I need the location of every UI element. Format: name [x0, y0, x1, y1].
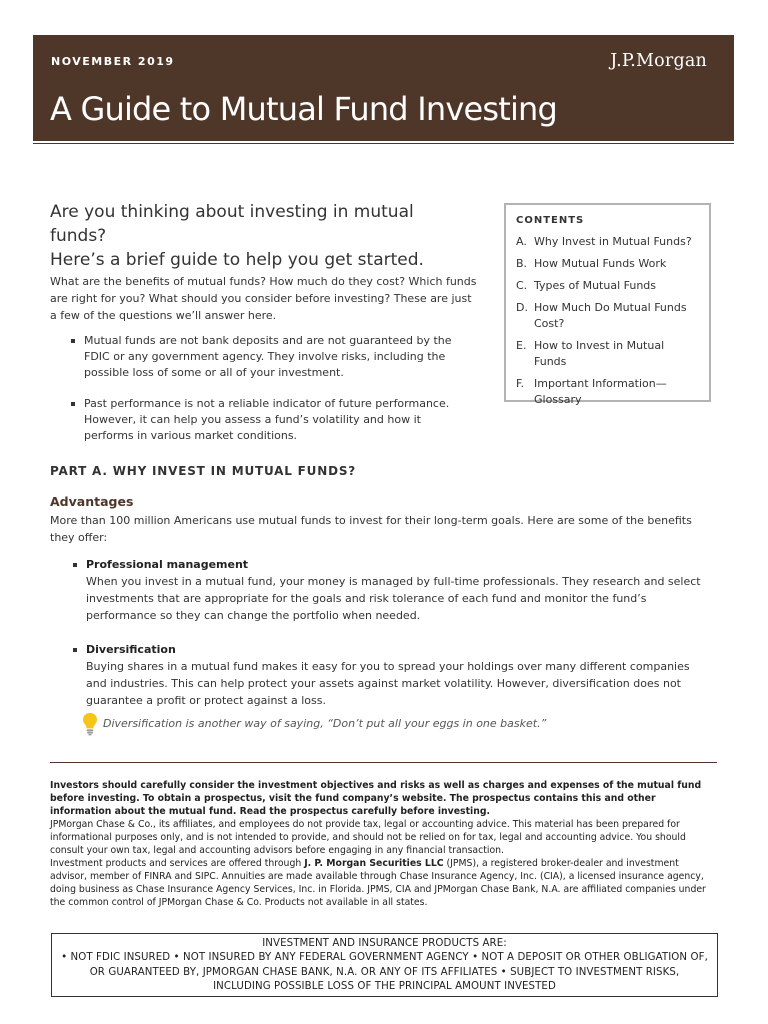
part-a-heading: PART A. WHY INVEST IN MUTUAL FUNDS? — [50, 464, 357, 478]
list-item — [52, 641, 712, 709]
contents-label: How Much Do Mutual Funds Cost? — [534, 301, 687, 330]
advantages-paragraph: More than 100 million Americans use mutual funds to invest for their long-term goals. Here are some of the benefits they offer: — [50, 514, 692, 544]
intro-bullet-list — [50, 333, 470, 459]
contents-label: Types of Mutual Funds — [534, 279, 657, 292]
page-title: A Guide to Mutual Fund Investing — [50, 90, 558, 128]
contents-list — [516, 234, 699, 408]
contents-letter: A. — [516, 235, 527, 248]
insurance-line-2: • NOT FDIC INSURED • NOT INSURED BY ANY FEDERAL GOVERNMENT AGENCY • NOT A DEPOSIT OR OTHER OBLIGATION OF, — [61, 952, 708, 964]
tip-text: Diversification is another way of saying, “Don’t put all your eggs in one basket.” — [103, 717, 547, 730]
list-item — [50, 333, 470, 381]
contents-letter: F. — [516, 377, 525, 390]
prospectus-note: Investors should carefully consider the investment objectives and risks as well as charges and expenses of the mutual fund before investing. To obtain a prospectus, visit the fund company’s website. The prospectus contains this and other information about the mutual fund. Read the prospectus carefully before investing. — [50, 780, 702, 817]
contents-item-d[interactable] — [516, 300, 699, 332]
contents-item-b[interactable] — [516, 256, 699, 272]
contents-item-a[interactable] — [516, 234, 699, 250]
contents-item-e[interactable] — [516, 338, 699, 370]
header-banner — [33, 35, 734, 141]
benefit-list — [52, 556, 712, 726]
jpmorgan-logo: J.P.Morgan — [610, 51, 707, 71]
header-divider — [33, 143, 734, 144]
contents-label: How to Invest in Mutual Funds — [534, 339, 665, 368]
contents-box — [504, 203, 711, 406]
products-disclaimer — [50, 857, 718, 909]
lightbulb-icon — [82, 712, 98, 736]
footer-divider — [50, 762, 717, 763]
tax-disclaimer: JPMorgan Chase & Co., its affiliates, and employees do not provide tax, legal or accounting advice. This material has been prepared for informational purposes only, and is not intended to provide, and should not be relied on for tax, legal and accounting advice. You should consult your own tax, legal and accounting advisors before engaging in any financial transaction. — [50, 819, 686, 856]
contents-title: CONTENTS — [516, 215, 585, 226]
list-item — [52, 556, 712, 624]
bullet-text: Mutual funds are not bank deposits and are not guaranteed by the FDIC or any government agency. They involve risks, including the possible loss of some or all of your investment. — [84, 334, 452, 379]
bullet-icon — [73, 563, 77, 567]
bullet-icon — [71, 339, 75, 343]
broker-name: J. P. Morgan Securities LLC — [304, 858, 444, 869]
list-item — [50, 396, 470, 444]
bullet-icon — [71, 402, 75, 406]
benefit-text: Buying shares in a mutual fund makes it easy for you to spread your holdings over many different companies and industries. This can help protect your assets against market volatility. However, diversification does not guarantee a profit or protect against a loss. — [86, 660, 690, 707]
contents-item-c[interactable] — [516, 278, 699, 294]
insurance-notice-box — [51, 933, 718, 997]
insurance-line-3: OR GUARANTEED BY, JPMORGAN CHASE BANK, N.A. OR ANY OF ITS AFFILIATES • SUBJECT TO INVESTMENT RISKS, — [89, 966, 680, 978]
contents-letter: C. — [516, 279, 528, 292]
products-text-start: Investment products and services are offered through — [50, 858, 305, 869]
contents-label: Important Information— Glossary — [534, 377, 667, 406]
insurance-line-1: INVESTMENT AND INSURANCE PRODUCTS ARE: — [262, 938, 507, 949]
contents-label: How Mutual Funds Work — [534, 257, 667, 270]
products-text-end: (JPMS), a registered broker-dealer and investment advisor, member of FINRA and SIPC. Annuities are made available through Chase Insurance Agency, Inc. (CIA), a licensed insurance agency, doing business as Chase Insurance Agency Services, Inc. in Florida. JPMS, CIA and JPMorgan Chase Bank, N.A. are affiliated companies under the common control of JPMorgan Chase & Co. Products not available in all states. — [50, 858, 706, 908]
contents-item-f[interactable] — [516, 376, 699, 408]
benefit-title: Professional management — [86, 558, 249, 571]
benefit-text: When you invest in a mutual fund, your money is managed by full-time professionals. They research and select investments that are appropriate for the goals and risk tolerance of each fund and monitor the fund’s performance so they can change the portfolio when needed. — [86, 575, 701, 622]
intro-paragraph: What are the benefits of mutual funds? How much do they cost? Which funds are right for you? What should you consider before investing? These are just a few of the questions we’ll answer here. — [50, 275, 477, 322]
advantages-heading: Advantages — [50, 494, 134, 509]
bullet-text: Past performance is not a reliable indicator of future performance. However, it can help you assess a fund’s volatility and how it performs in various market conditions. — [84, 397, 450, 442]
intro-heading-line-1: Are you thinking about investing in mutual funds? — [50, 202, 414, 246]
intro-heading-line-2: Here’s a brief guide to help you get started. — [50, 250, 424, 270]
benefit-title: Diversification — [86, 643, 176, 656]
contents-label: Why Invest in Mutual Funds? — [534, 235, 692, 248]
insurance-line-4: INCLUDING POSSIBLE LOSS OF THE PRINCIPAL AMOUNT INVESTED — [213, 981, 556, 993]
contents-letter: D. — [516, 301, 528, 314]
intro-heading — [50, 200, 470, 272]
bullet-icon — [73, 648, 77, 652]
disclosure-section — [50, 779, 718, 909]
contents-letter: E. — [516, 339, 527, 352]
publication-date: NOVEMBER 2019 — [51, 55, 175, 68]
contents-letter: B. — [516, 257, 528, 270]
